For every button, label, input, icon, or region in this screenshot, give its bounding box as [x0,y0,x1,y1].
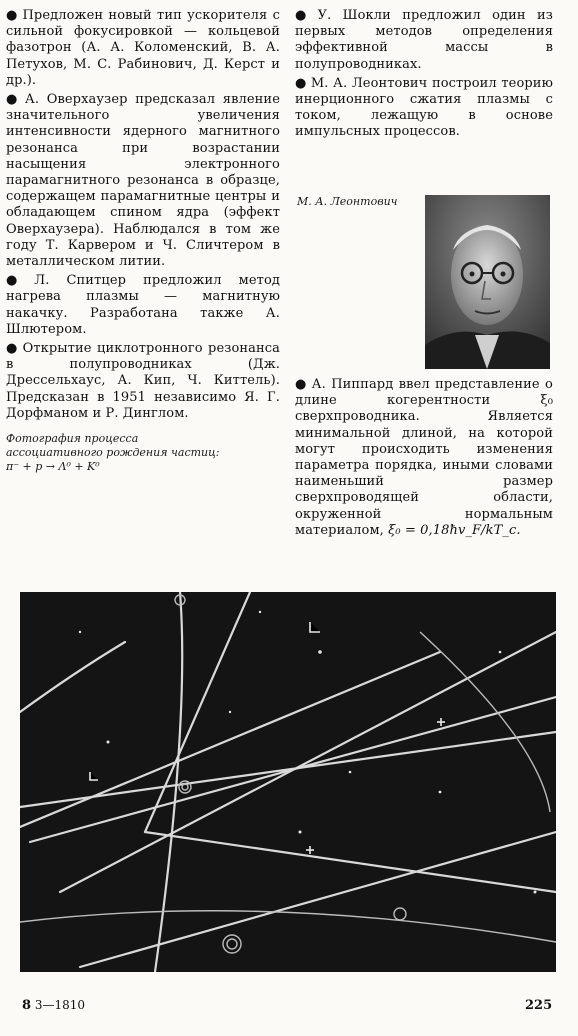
paragraph-ring-phasotron: ● Предложен новый тип ускорителя с сильной фокусировкой — кольцевой фазотрон (А. А. Коломенский, В. А. Петухов, М. С. Рабинович, Д. Керст и др.). [6,8,280,88]
paragraph-leontovich: ● М. А. Леонтович построил теорию инерционного сжатия плазмы с током, лежащую в основе импульсных процессов. [295,75,553,140]
paragraph-overhauser: ● А. Оверхаузер предсказал явление значительного увеличения интенсивности ядерного магнитного резонанса при возрастании насыщения электронного парамагнитного резонанса в образце, содержащем парамагнитные центры и обладающем спином ядра (эффект Оверхаузера). Наблюдался в том же году Т. Карвером и Ч. Сличтером в металлическом литии. [6,92,280,270]
right-column-upper [295,8,553,144]
portrait-caption: М. А. Леонтович [297,195,398,208]
bullet-icon: ● [6,273,31,289]
printer-signature [22,998,85,1013]
bubble-chamber-photo [20,592,556,972]
paragraph-pippard: ● А. Пиппард ввел представление о длине когерентности ξ₀ сверхпроводника. Является минимальной длиной, на которой могут происходить изменения параметра порядка, иными словами наименьший размер сверхпроводящей области, окруженной нормальным материалом, ξ₀ = 0,18ħv_F/kT_c. [295,377,553,538]
coherence-length-formula: ξ₀ = 0,18ħv_F/kT_c. [388,522,521,538]
bullet-icon: ● [6,341,19,357]
bullet-icon: ● [295,377,308,392]
caption-line-2: ассоциативного рождения частиц: [6,446,220,460]
paragraph-spitzer: ● Л. Спитцер предложил метод нагрева плазмы — магнитную накачку. Разработана также А. Шлютером. [6,273,280,337]
signature-code: 3—1810 [34,998,86,1012]
photo-caption [6,432,280,474]
signature-mark: 8 [22,998,32,1013]
caption-formula: π⁻ + p → Λ⁰ + K⁰ [6,460,100,474]
right-column-lower [295,377,553,542]
particle-tracks-illustration [20,592,556,972]
caption-line-1: Фотография процесса [6,432,139,446]
bullet-icon: ● [6,92,21,108]
bullet-icon: ● [6,8,19,23]
portrait-photo [425,195,550,369]
paragraph-shockley: ● У. Шокли предложил один из первых методов определения эффективной массы в полупроводниках. [295,8,553,72]
left-column [6,8,280,474]
portrait-illustration [425,195,550,369]
paragraph-cyclotron-resonance: ● Открытие циклотронного резонанса в полупроводниках (Дж. Дрессельхаус, А. Кип, Ч. Киттель). Предсказан в 1951 независимо Я. Г. Дорфманом и Р. Динглом. [6,341,280,421]
page-number: 225 [525,998,553,1013]
bullet-icon: ● [295,75,307,91]
bullet-icon: ● [295,8,314,23]
